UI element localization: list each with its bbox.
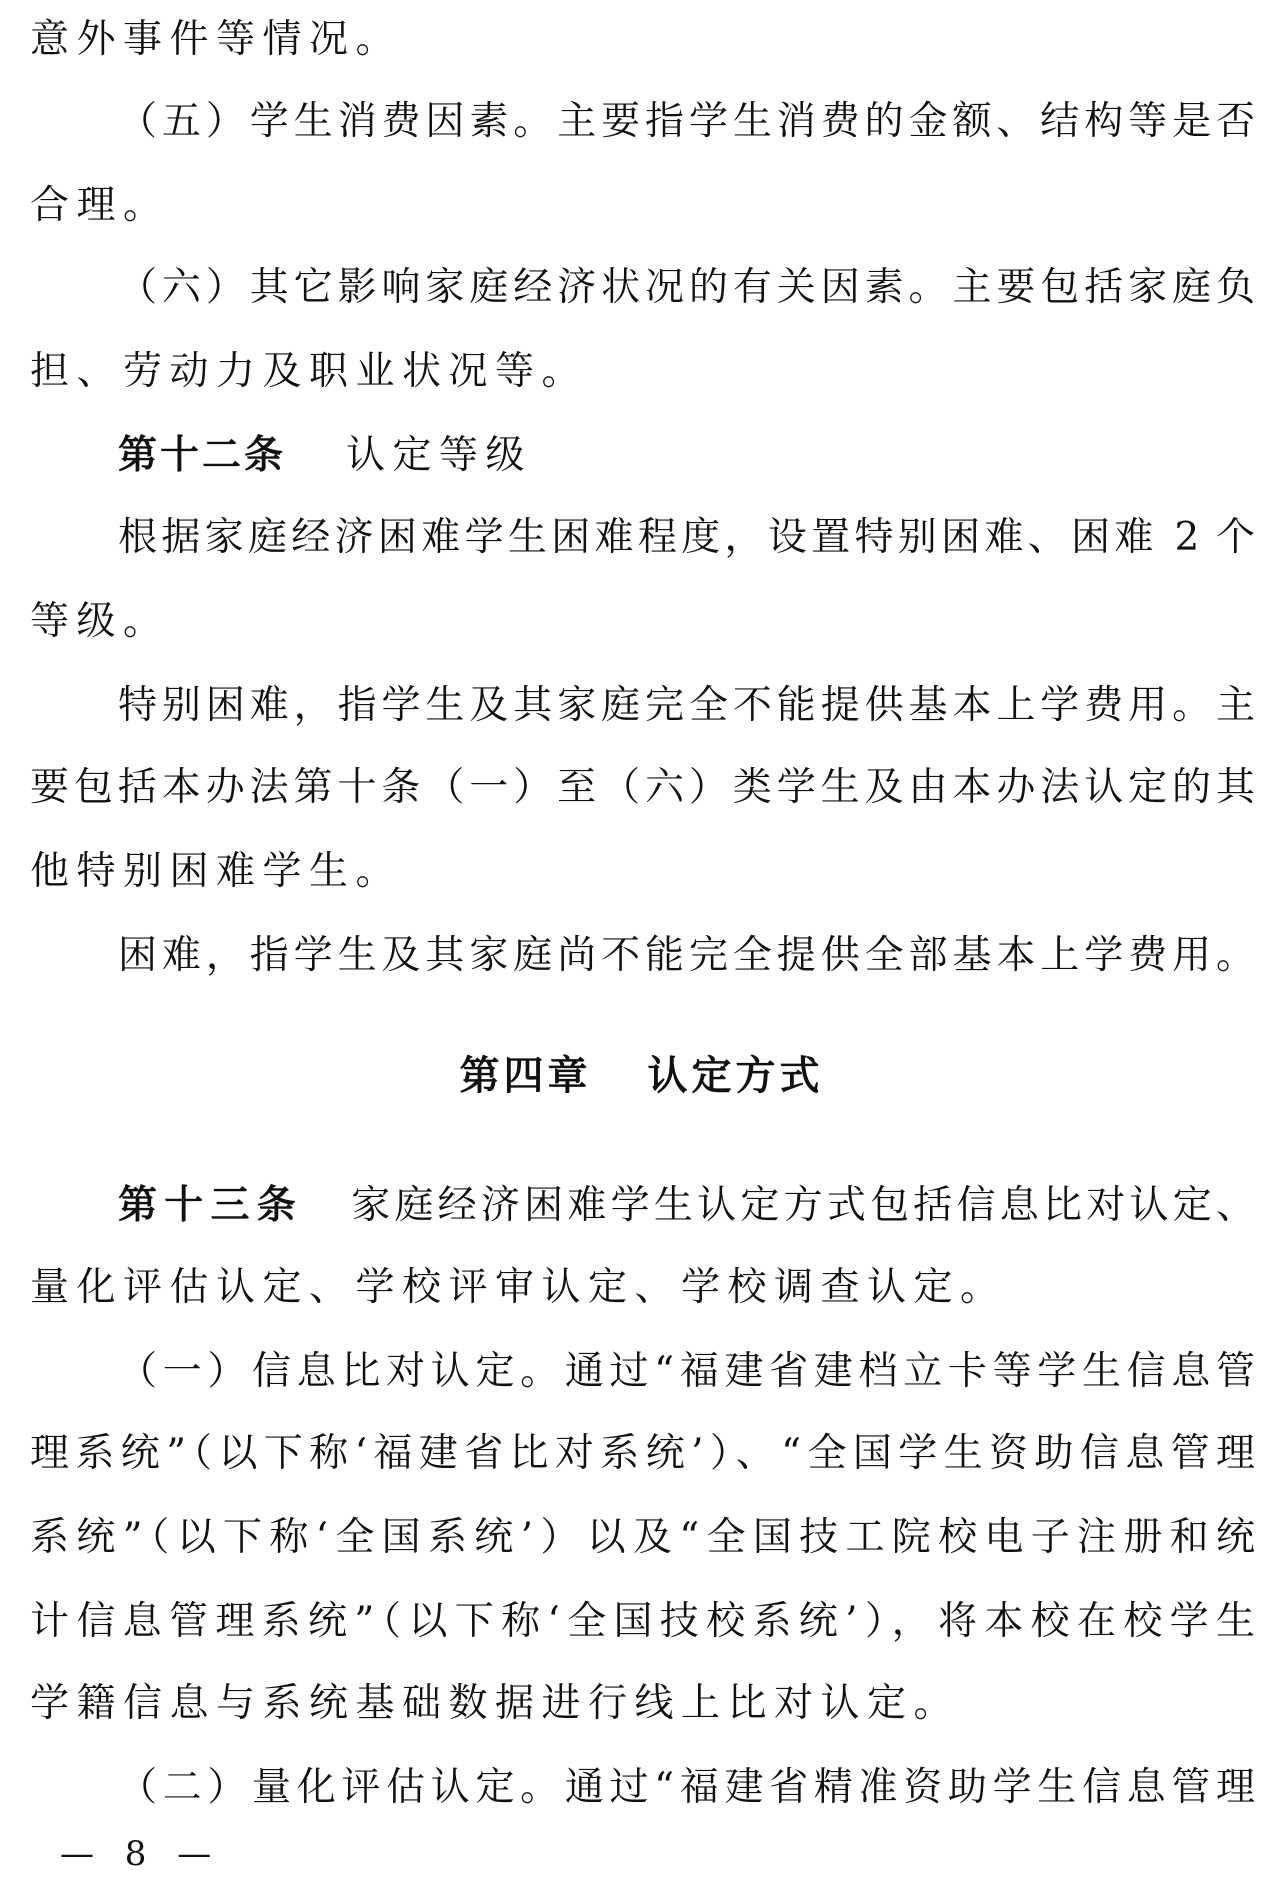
- article-13-heading: 第十三条: [118, 1183, 303, 1228]
- article-12-heading-line: [118, 430, 1255, 482]
- chapter-number: 第四章: [459, 1053, 592, 1099]
- paragraph-line: （一）信息比对认定。通过“福建省建档立卡等学生信息管: [118, 1349, 1255, 1394]
- article-12-title: 认定等级: [346, 433, 533, 478]
- paragraph-line: 计信息管理系统”（以下称‘全国技校系统’），将本校在校学生: [30, 1599, 1255, 1644]
- paragraph-line: 意外事件等情况。: [30, 17, 403, 62]
- article-13-line: [118, 1180, 1255, 1232]
- paragraph-line: 合理。: [30, 183, 170, 228]
- paragraph-line: 等级。: [30, 599, 170, 644]
- paragraph-line: 困难，指学生及其家庭尚不能完全提供全部基本上学费用。: [118, 933, 1255, 978]
- paragraph-line: 根据家庭经济困难学生困难程度，设置特别困难、困难 2 个: [118, 515, 1255, 560]
- paragraph-line: 特别困难，指学生及其家庭完全不能提供基本上学费用。主: [118, 683, 1255, 728]
- chapter-heading: [0, 1050, 1283, 1102]
- article-12-heading: 第十二条: [118, 433, 287, 478]
- paragraph-line: （六）其它影响家庭经济状况的有关因素。主要包括家庭负: [118, 265, 1255, 310]
- paragraph-line: （五）学生消费因素。主要指学生消费的金额、结构等是否: [118, 99, 1255, 144]
- paragraph-line: 理系统”（以下称‘福建省比对系统’）、“全国学生资助信息管理: [30, 1431, 1255, 1476]
- paragraph-line: 他特别困难学生。: [30, 849, 403, 894]
- page-number: — 8 —: [60, 1834, 222, 1874]
- article-13-text: 家庭经济困难学生认定方式包括信息比对认定、: [346, 1183, 1255, 1228]
- paragraph-line: 系统”（以下称‘全国系统’）以及“全国技工院校电子注册和统: [30, 1515, 1255, 1560]
- paragraph-line: 要包括本办法第十条（一）至（六）类学生及由本办法认定的其: [30, 765, 1255, 810]
- paragraph-line: 学籍信息与系统基础数据进行线上比对认定。: [30, 1681, 961, 1726]
- chapter-title: 认定方式: [647, 1053, 824, 1099]
- paragraph-line: 量化评估认定、学校评审认定、学校调查认定。: [30, 1265, 1007, 1310]
- paragraph-line: 担、劳动力及职业状况等。: [30, 349, 589, 394]
- paragraph-line: （二）量化评估认定。通过“福建省精准资助学生信息管理: [118, 1765, 1255, 1810]
